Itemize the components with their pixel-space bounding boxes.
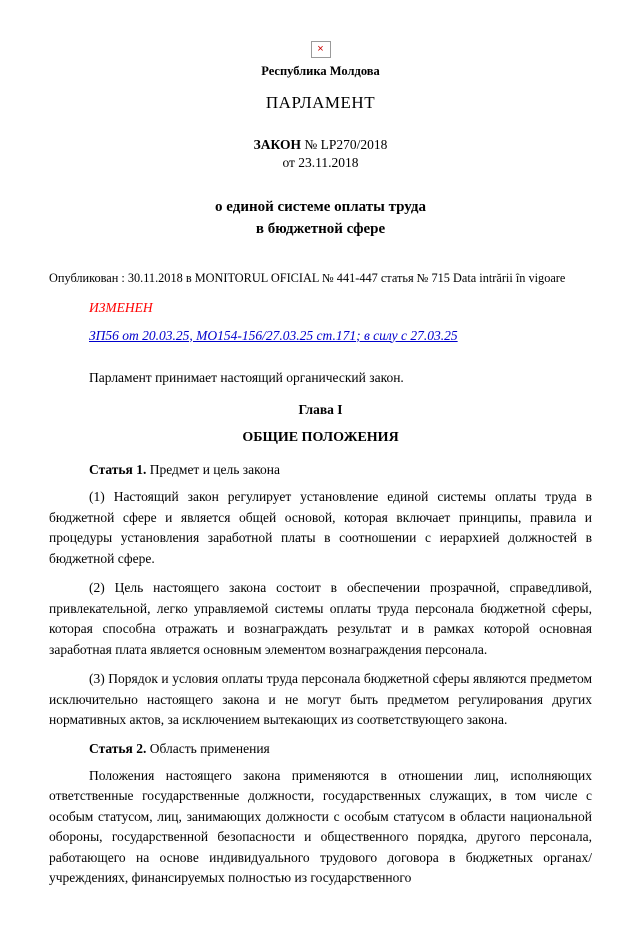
article-2-title: Область применения xyxy=(149,740,270,756)
broken-image-icon: × xyxy=(311,41,331,58)
parliament-title: ПАРЛАМЕНТ xyxy=(265,93,376,112)
law-title-line2: в бюджетной сфере xyxy=(255,220,386,237)
article-paragraph: (2) Цель настоящего закона состоит в обеспечении прозрачной, справедливой, привлекательной, легко управляемой системы оплаты труда персонала бюджетной сферы, которая способна отражать и вознаграждать результат и в рамках которой основная заработная плата является основным элементом вознаграждения персонала. xyxy=(49,580,592,657)
article-2-label: Статья 2. xyxy=(89,740,147,756)
article-1-title: Предмет и цель закона xyxy=(149,462,280,478)
country-name: Республика Молдова xyxy=(261,64,380,78)
amendment-status: ИЗМЕНЕН xyxy=(89,299,153,315)
chapter-label: Глава I xyxy=(298,402,343,418)
article-1-heading xyxy=(49,462,592,478)
article-paragraph: Положения настоящего закона применяются в отношении лиц, исполняющих ответственные государственные должности, государственных служащих, в том числе с особым статусом, лиц, занимающих должности с особым статусом в области национальной обороны, государственной безопасности и общественного порядка, другого персонала, работающего на основе индивидуального трудового договора в бюджетных органах/учреждениях, финансируемых полностью из государственного xyxy=(49,767,592,886)
article-1-label: Статья 1. xyxy=(89,462,147,478)
amendment-link[interactable]: ЗП56 от 20.03.25, MO154-156/27.03.25 ст.171; в силу с 27.03.25 xyxy=(89,327,458,343)
amendment-link-line xyxy=(49,328,592,344)
intro-paragraph: Парламент принимает настоящий органический закон. xyxy=(89,369,404,385)
law-title xyxy=(49,197,592,241)
article-paragraph: (3) Порядок и условия оплаты труда персонала бюджетной сферы являются предметом исключительно настоящего закона и не могут быть предметом регулирования других нормативных актов, за исключением вытекающих из соответствующего закона. xyxy=(49,671,592,728)
emblem-container xyxy=(49,40,592,58)
published-line: Опубликован : 30.11.2018 в MONITORUL OFICIAL № 441-447 статья № 715 Data intrării în vigoare xyxy=(49,270,566,285)
law-title-line1: о единой системе оплаты труда xyxy=(215,199,426,215)
chapter-title: ОБЩИЕ ПОЛОЖЕНИЯ xyxy=(242,430,399,446)
law-label: ЗАКОН xyxy=(253,137,301,152)
law-heading xyxy=(49,137,592,153)
law-number: № LP270/2018 xyxy=(304,137,388,152)
article-paragraph: (1) Настоящий закон регулирует установление единой системы оплаты труда в бюджетной сфере и является общей основой, которая включает принципы, правила и процедуры установления заработной платы в соотношении с иерархией должностей в бюджетной сфере. xyxy=(49,489,592,566)
law-date: от 23.11.2018 xyxy=(282,155,359,170)
article-2-heading xyxy=(49,741,592,757)
